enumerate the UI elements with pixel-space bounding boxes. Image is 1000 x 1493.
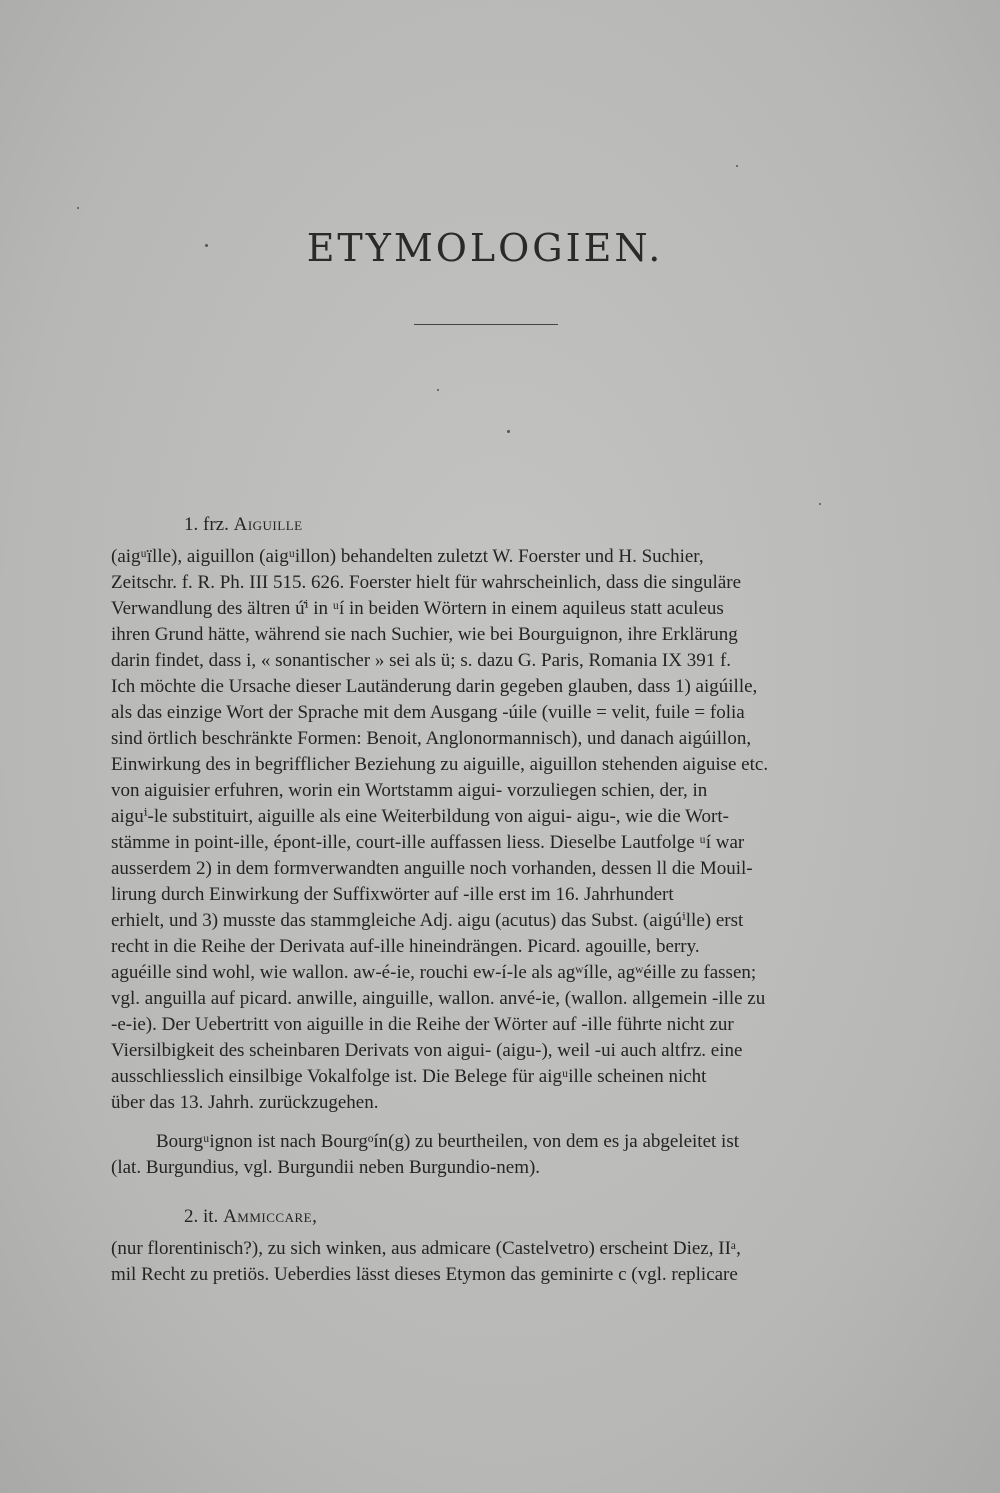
page-title: ETYMOLOGIEN. xyxy=(306,226,664,270)
section-1-heading xyxy=(184,514,303,536)
text-line: über das 13. Jahrh. zurückzugehen. xyxy=(111,1092,379,1113)
speck xyxy=(819,503,821,505)
speck xyxy=(736,165,738,167)
text-line: als das einzige Wort der Sprache mit dem Ausgang -úile (vuille = velit, fuile = folia xyxy=(111,702,745,723)
section-1-keyword: Aiguille xyxy=(233,514,303,535)
text-line: (nur florentinisch?), zu sich winken, aus admicare (Castelvetro) erscheint Diez, IIᵃ, xyxy=(111,1238,741,1259)
text-line: erhielt, und 3) musste das stammgleiche Adj. aigu (acutus) das Subst. (aigúⁱlle) erst xyxy=(111,910,744,931)
text-line: stämme in point-ille, épont-ille, court-ille auffassen liess. Dieselbe Lautfolge ᵘí war xyxy=(111,832,745,853)
text-line: ausschliesslich einsilbige Vokalfolge ist. Die Belege für aigᵘille scheinen nicht xyxy=(111,1066,707,1087)
text-line: Verwandlung des ältren ú̇ⁱ in ᵘí in beiden Wörtern in einem aquileus statt aculeus xyxy=(111,598,724,619)
text-line: darin findet, dass i, « sonantischer » sei als ü; s. dazu G. Paris, Romania IX 391 f. xyxy=(111,650,732,671)
text-line: sind örtlich beschränkte Formen: Benoit, Anglonormannisch), und danach aigúillon, xyxy=(111,728,752,749)
text-line: vgl. anguilla auf picard. anwille, ainguille, wallon. anvé-ie, (wallon. allgemein -ille zu xyxy=(111,988,766,1009)
text-line: aguéille sind wohl, wie wallon. aw-é-ie, rouchi ew-í-le als agʷílle, agʷéille zu fassen; xyxy=(111,962,757,983)
speck xyxy=(507,430,510,433)
text-line: (lat. Burgundius, vgl. Burgundii neben Burgundio-nem). xyxy=(111,1157,541,1178)
text-line: mil Recht zu pretiös. Ueberdies lässt dieses Etymon das geminirte c (vgl. replicare xyxy=(111,1264,738,1285)
text-line: ihren Grund hätte, während sie nach Suchier, wie bei Bourguignon, ihre Erklärung xyxy=(111,624,738,645)
speck xyxy=(77,207,79,209)
speck xyxy=(205,244,208,247)
section-2-heading xyxy=(184,1206,317,1228)
text-line: Einwirkung des in begrifflicher Beziehung zu aiguille, aiguillon stehenden aiguise etc. xyxy=(111,754,769,775)
section-2-keyword: Ammiccare, xyxy=(223,1206,318,1227)
text-line: Viersilbigkeit des scheinbaren Derivats von aigui- (aigu-), weil -ui auch altfrz. eine xyxy=(111,1040,743,1061)
text-line: Zeitschr. f. R. Ph. III 515. 626. Foerster hielt für wahrscheinlich, dass die singuläre xyxy=(111,572,742,593)
text-line: recht in die Reihe der Derivata auf-ille hineindrängen. Picard. agouille, berry. xyxy=(111,936,700,957)
section-1-paragraph-1 xyxy=(111,544,853,1116)
speck xyxy=(437,389,439,391)
text-line: Bourgᵘignon ist nach Bourgᵒín(g) zu beurtheilen, von dem es ja abgeleitet ist xyxy=(156,1131,739,1152)
text-line: (aigᵘïlle), aiguillon (aigᵘillon) behandelten zuletzt W. Foerster und H. Suchier, xyxy=(111,546,704,567)
text-line: -e-ie). Der Uebertritt von aiguille in die Reihe der Wörter auf -ille führte nicht zur xyxy=(111,1014,734,1035)
text-line: Ich möchte die Ursache dieser Lautänderung darin gegeben glauben, dass 1) aigúille, xyxy=(111,676,758,697)
section-1-number: 1. frz. xyxy=(184,514,229,535)
text-line: ausserdem 2) in dem formverwandten anguille noch vorhanden, dessen ll die Mouil- xyxy=(111,858,753,879)
title-divider xyxy=(414,324,558,325)
section-2-paragraph xyxy=(111,1236,853,1288)
text-line: lirung durch Einwirkung der Suffixwörter auf -ille erst im 16. Jahrhundert xyxy=(111,884,674,905)
text-line: von aiguisier erfuhren, worin ein Wortstamm aigui- vorzuliegen schien, der, in xyxy=(111,780,708,801)
section-2-number: 2. it. xyxy=(184,1206,219,1227)
section-1-paragraph-2 xyxy=(111,1129,853,1181)
text-line: aiguⁱ-le substituirt, aiguille als eine Weiterbildung von aigui- aigu-, wie die Wort- xyxy=(111,806,729,827)
